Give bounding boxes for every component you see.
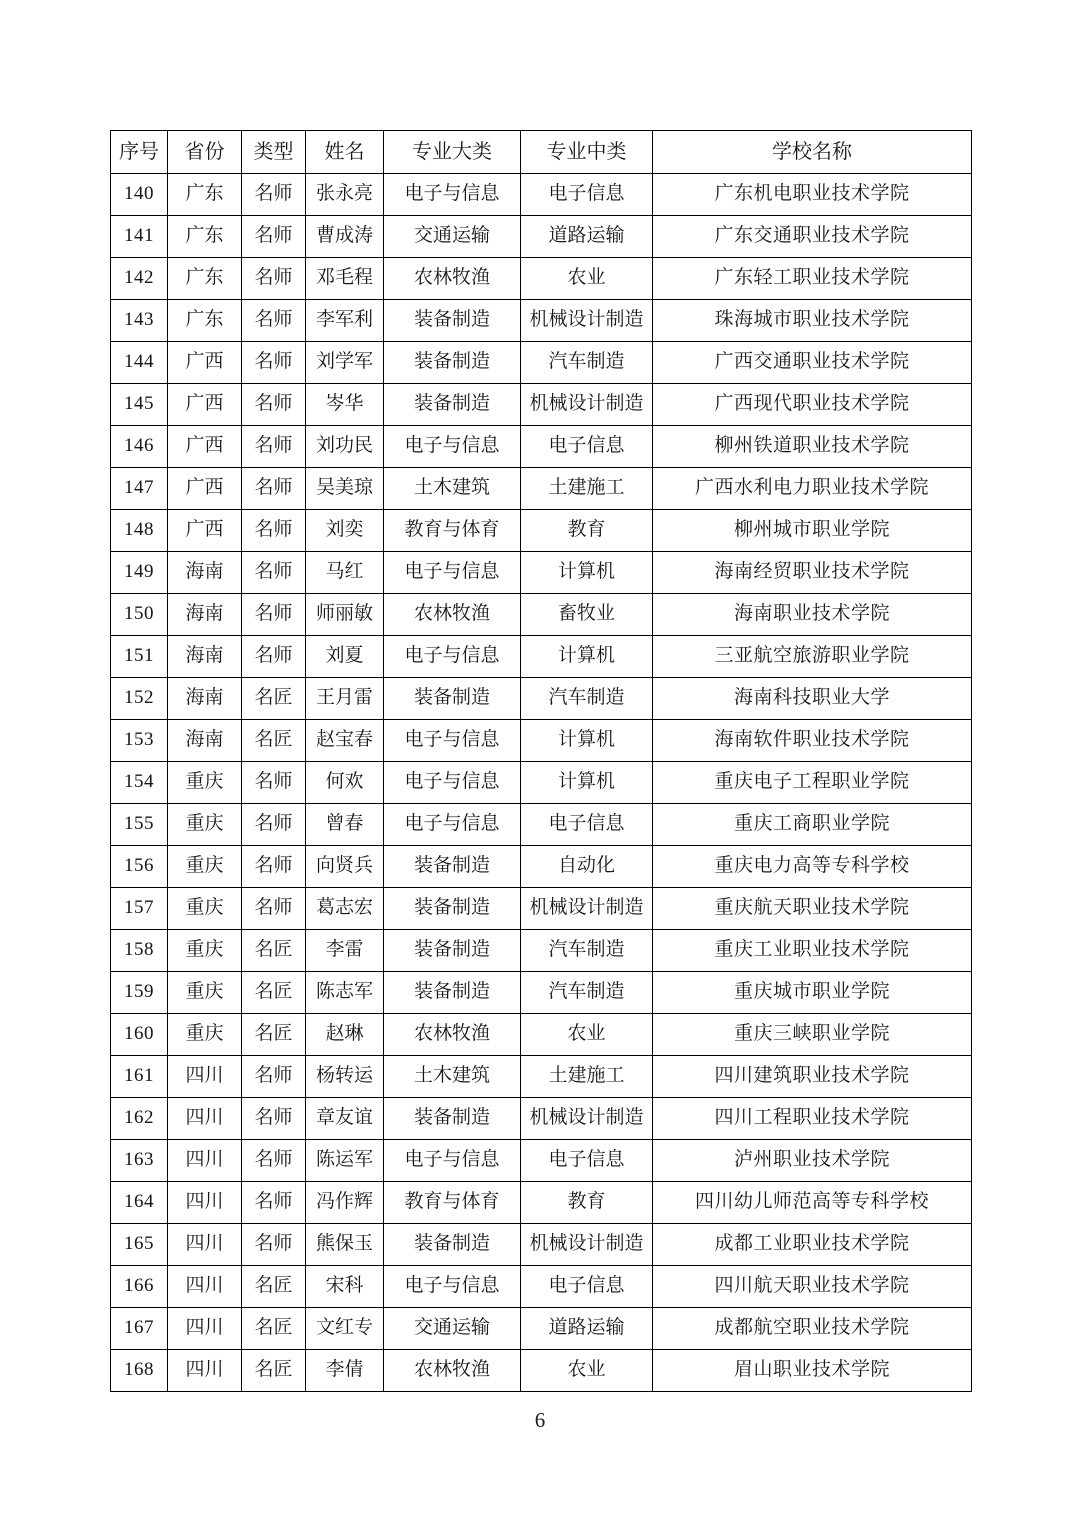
cell-type: 名师	[242, 258, 306, 300]
cell-name: 李雷	[306, 930, 384, 972]
cell-major-category: 电子与信息	[384, 1266, 521, 1308]
cell-seq: 160	[111, 1014, 168, 1056]
cell-sub-category: 畜牧业	[521, 594, 653, 636]
cell-name: 张永亮	[306, 174, 384, 216]
cell-province: 海南	[168, 678, 242, 720]
cell-sub-category: 道路运输	[521, 216, 653, 258]
table-row	[111, 1056, 972, 1098]
cell-province: 广东	[168, 174, 242, 216]
cell-seq: 144	[111, 342, 168, 384]
cell-seq: 165	[111, 1224, 168, 1266]
cell-sub-category: 电子信息	[521, 804, 653, 846]
cell-school: 重庆城市职业学院	[653, 972, 972, 1014]
cell-type: 名师	[242, 888, 306, 930]
cell-sub-category: 汽车制造	[521, 678, 653, 720]
cell-name: 陈运军	[306, 1140, 384, 1182]
cell-province: 广东	[168, 300, 242, 342]
cell-school: 眉山职业技术学院	[653, 1350, 972, 1392]
cell-name: 刘功民	[306, 426, 384, 468]
cell-seq: 158	[111, 930, 168, 972]
cell-province: 海南	[168, 636, 242, 678]
cell-sub-category: 机械设计制造	[521, 1224, 653, 1266]
cell-province: 四川	[168, 1182, 242, 1224]
cell-province: 四川	[168, 1266, 242, 1308]
table-row	[111, 678, 972, 720]
cell-sub-category: 电子信息	[521, 1140, 653, 1182]
cell-name: 王月雷	[306, 678, 384, 720]
cell-type: 名匠	[242, 1014, 306, 1056]
table-row	[111, 972, 972, 1014]
cell-type: 名匠	[242, 1266, 306, 1308]
cell-province: 广西	[168, 510, 242, 552]
cell-type: 名师	[242, 846, 306, 888]
cell-school: 重庆工业职业技术学院	[653, 930, 972, 972]
page-number: 6	[534, 1408, 546, 1432]
cell-province: 重庆	[168, 888, 242, 930]
cell-type: 名师	[242, 636, 306, 678]
table-row	[111, 1182, 972, 1224]
cell-major-category: 电子与信息	[384, 174, 521, 216]
cell-seq: 140	[111, 174, 168, 216]
cell-sub-category: 电子信息	[521, 174, 653, 216]
cell-name: 葛志宏	[306, 888, 384, 930]
table-row	[111, 300, 972, 342]
cell-sub-category: 机械设计制造	[521, 300, 653, 342]
cell-type: 名师	[242, 342, 306, 384]
column-header-province: 省份	[168, 131, 242, 174]
cell-name: 师丽敏	[306, 594, 384, 636]
table-row	[111, 888, 972, 930]
cell-seq: 153	[111, 720, 168, 762]
cell-province: 四川	[168, 1056, 242, 1098]
cell-school: 柳州铁道职业技术学院	[653, 426, 972, 468]
cell-type: 名师	[242, 510, 306, 552]
cell-province: 重庆	[168, 1014, 242, 1056]
cell-seq: 150	[111, 594, 168, 636]
cell-type: 名师	[242, 1224, 306, 1266]
cell-seq: 148	[111, 510, 168, 552]
cell-province: 广西	[168, 468, 242, 510]
cell-major-category: 装备制造	[384, 972, 521, 1014]
column-header-major-category: 专业大类	[384, 131, 521, 174]
cell-school: 重庆工商职业学院	[653, 804, 972, 846]
cell-sub-category: 计算机	[521, 720, 653, 762]
cell-major-category: 电子与信息	[384, 426, 521, 468]
cell-school: 海南科技职业大学	[653, 678, 972, 720]
cell-sub-category: 汽车制造	[521, 930, 653, 972]
table-row	[111, 1266, 972, 1308]
cell-sub-category: 计算机	[521, 762, 653, 804]
cell-type: 名师	[242, 1182, 306, 1224]
cell-school: 海南经贸职业技术学院	[653, 552, 972, 594]
column-header-type: 类型	[242, 131, 306, 174]
cell-school: 珠海城市职业技术学院	[653, 300, 972, 342]
cell-seq: 151	[111, 636, 168, 678]
cell-type: 名师	[242, 300, 306, 342]
cell-type: 名师	[242, 1098, 306, 1140]
cell-name: 陈志军	[306, 972, 384, 1014]
cell-name: 曹成涛	[306, 216, 384, 258]
cell-province: 重庆	[168, 972, 242, 1014]
cell-major-category: 土木建筑	[384, 468, 521, 510]
table-row	[111, 384, 972, 426]
cell-school: 四川幼儿师范高等专科学校	[653, 1182, 972, 1224]
table-row	[111, 468, 972, 510]
cell-type: 名匠	[242, 972, 306, 1014]
cell-major-category: 装备制造	[384, 930, 521, 972]
cell-major-category: 农林牧渔	[384, 258, 521, 300]
cell-sub-category: 汽车制造	[521, 342, 653, 384]
cell-major-category: 装备制造	[384, 300, 521, 342]
cell-major-category: 教育与体育	[384, 510, 521, 552]
roster-table-container	[110, 130, 971, 1392]
cell-sub-category: 土建施工	[521, 1056, 653, 1098]
cell-seq: 164	[111, 1182, 168, 1224]
cell-seq: 143	[111, 300, 168, 342]
cell-school: 重庆电力高等专科学校	[653, 846, 972, 888]
cell-name: 赵琳	[306, 1014, 384, 1056]
cell-province: 广西	[168, 426, 242, 468]
table-header	[111, 131, 972, 174]
cell-type: 名师	[242, 594, 306, 636]
cell-seq: 159	[111, 972, 168, 1014]
cell-name: 岑华	[306, 384, 384, 426]
table-row	[111, 174, 972, 216]
cell-seq: 167	[111, 1308, 168, 1350]
cell-major-category: 土木建筑	[384, 1056, 521, 1098]
table-row	[111, 1140, 972, 1182]
cell-seq: 161	[111, 1056, 168, 1098]
table-row	[111, 804, 972, 846]
cell-province: 重庆	[168, 930, 242, 972]
cell-sub-category: 教育	[521, 1182, 653, 1224]
cell-school: 海南软件职业技术学院	[653, 720, 972, 762]
cell-school: 成都航空职业技术学院	[653, 1308, 972, 1350]
cell-seq: 142	[111, 258, 168, 300]
cell-name: 邓毛程	[306, 258, 384, 300]
cell-major-category: 农林牧渔	[384, 594, 521, 636]
cell-type: 名匠	[242, 720, 306, 762]
cell-school: 成都工业职业技术学院	[653, 1224, 972, 1266]
cell-province: 海南	[168, 552, 242, 594]
cell-seq: 149	[111, 552, 168, 594]
cell-sub-category: 计算机	[521, 552, 653, 594]
cell-school: 重庆电子工程职业学院	[653, 762, 972, 804]
column-header-school: 学校名称	[653, 131, 972, 174]
table-row	[111, 594, 972, 636]
cell-seq: 141	[111, 216, 168, 258]
cell-seq: 162	[111, 1098, 168, 1140]
cell-province: 四川	[168, 1308, 242, 1350]
cell-school: 广东机电职业技术学院	[653, 174, 972, 216]
table-row	[111, 1224, 972, 1266]
cell-major-category: 装备制造	[384, 846, 521, 888]
cell-seq: 155	[111, 804, 168, 846]
cell-type: 名匠	[242, 1308, 306, 1350]
table-row	[111, 846, 972, 888]
cell-sub-category: 农业	[521, 1014, 653, 1056]
cell-sub-category: 机械设计制造	[521, 1098, 653, 1140]
column-header-seq: 序号	[111, 131, 168, 174]
cell-type: 名匠	[242, 678, 306, 720]
cell-province: 广西	[168, 384, 242, 426]
cell-seq: 157	[111, 888, 168, 930]
table-row	[111, 636, 972, 678]
cell-major-category: 电子与信息	[384, 762, 521, 804]
cell-type: 名师	[242, 1140, 306, 1182]
cell-sub-category: 汽车制造	[521, 972, 653, 1014]
table-row	[111, 552, 972, 594]
cell-type: 名师	[242, 174, 306, 216]
table-row	[111, 1098, 972, 1140]
cell-major-category: 电子与信息	[384, 636, 521, 678]
cell-school: 海南职业技术学院	[653, 594, 972, 636]
table-row	[111, 762, 972, 804]
cell-school: 三亚航空旅游职业学院	[653, 636, 972, 678]
cell-major-category: 装备制造	[384, 1224, 521, 1266]
cell-major-category: 装备制造	[384, 678, 521, 720]
cell-type: 名师	[242, 804, 306, 846]
cell-sub-category: 农业	[521, 258, 653, 300]
cell-province: 重庆	[168, 846, 242, 888]
cell-seq: 154	[111, 762, 168, 804]
cell-province: 重庆	[168, 762, 242, 804]
cell-name: 杨转运	[306, 1056, 384, 1098]
cell-province: 四川	[168, 1140, 242, 1182]
cell-seq: 147	[111, 468, 168, 510]
cell-major-category: 电子与信息	[384, 804, 521, 846]
cell-province: 广东	[168, 216, 242, 258]
cell-name: 刘学军	[306, 342, 384, 384]
cell-province: 海南	[168, 594, 242, 636]
cell-major-category: 农林牧渔	[384, 1014, 521, 1056]
cell-name: 赵宝春	[306, 720, 384, 762]
cell-name: 刘夏	[306, 636, 384, 678]
cell-sub-category: 教育	[521, 510, 653, 552]
cell-seq: 163	[111, 1140, 168, 1182]
cell-school: 广西交通职业技术学院	[653, 342, 972, 384]
cell-province: 广东	[168, 258, 242, 300]
cell-major-category: 电子与信息	[384, 720, 521, 762]
cell-sub-category: 自动化	[521, 846, 653, 888]
cell-type: 名匠	[242, 930, 306, 972]
cell-major-category: 教育与体育	[384, 1182, 521, 1224]
cell-seq: 145	[111, 384, 168, 426]
table-row	[111, 510, 972, 552]
cell-type: 名师	[242, 426, 306, 468]
cell-school: 广西水利电力职业技术学院	[653, 468, 972, 510]
cell-school: 四川航天职业技术学院	[653, 1266, 972, 1308]
cell-school: 重庆航天职业技术学院	[653, 888, 972, 930]
cell-name: 李倩	[306, 1350, 384, 1392]
cell-sub-category: 机械设计制造	[521, 888, 653, 930]
cell-sub-category: 农业	[521, 1350, 653, 1392]
cell-school: 四川建筑职业技术学院	[653, 1056, 972, 1098]
cell-type: 名匠	[242, 1350, 306, 1392]
cell-name: 曾春	[306, 804, 384, 846]
cell-major-category: 装备制造	[384, 384, 521, 426]
cell-province: 广西	[168, 342, 242, 384]
cell-seq: 168	[111, 1350, 168, 1392]
cell-major-category: 交通运输	[384, 1308, 521, 1350]
cell-name: 吴美琼	[306, 468, 384, 510]
cell-province: 海南	[168, 720, 242, 762]
cell-seq: 152	[111, 678, 168, 720]
cell-major-category: 电子与信息	[384, 552, 521, 594]
cell-type: 名师	[242, 468, 306, 510]
cell-type: 名师	[242, 1056, 306, 1098]
column-header-name: 姓名	[306, 131, 384, 174]
cell-province: 重庆	[168, 804, 242, 846]
cell-school: 广东交通职业技术学院	[653, 216, 972, 258]
table-row	[111, 1350, 972, 1392]
cell-sub-category: 计算机	[521, 636, 653, 678]
table-row	[111, 342, 972, 384]
table-row	[111, 216, 972, 258]
cell-province: 四川	[168, 1098, 242, 1140]
cell-name: 宋科	[306, 1266, 384, 1308]
cell-name: 马红	[306, 552, 384, 594]
cell-name: 刘奕	[306, 510, 384, 552]
roster-table	[110, 130, 972, 1392]
cell-name: 冯作辉	[306, 1182, 384, 1224]
table-body	[111, 174, 972, 1392]
table-row	[111, 1308, 972, 1350]
table-row	[111, 1014, 972, 1056]
cell-major-category: 装备制造	[384, 342, 521, 384]
cell-province: 四川	[168, 1350, 242, 1392]
cell-sub-category: 机械设计制造	[521, 384, 653, 426]
cell-name: 何欢	[306, 762, 384, 804]
table-row	[111, 720, 972, 762]
cell-name: 章友谊	[306, 1098, 384, 1140]
cell-sub-category: 土建施工	[521, 468, 653, 510]
cell-school: 重庆三峡职业学院	[653, 1014, 972, 1056]
cell-school: 广西现代职业技术学院	[653, 384, 972, 426]
cell-school: 四川工程职业技术学院	[653, 1098, 972, 1140]
cell-province: 四川	[168, 1224, 242, 1266]
cell-school: 广东轻工职业技术学院	[653, 258, 972, 300]
cell-name: 向贤兵	[306, 846, 384, 888]
cell-seq: 146	[111, 426, 168, 468]
cell-name: 李军利	[306, 300, 384, 342]
table-row	[111, 258, 972, 300]
cell-type: 名师	[242, 552, 306, 594]
cell-type: 名师	[242, 384, 306, 426]
cell-type: 名师	[242, 216, 306, 258]
column-header-sub-category: 专业中类	[521, 131, 653, 174]
cell-name: 熊保玉	[306, 1224, 384, 1266]
cell-sub-category: 电子信息	[521, 1266, 653, 1308]
cell-seq: 156	[111, 846, 168, 888]
cell-type: 名师	[242, 762, 306, 804]
cell-major-category: 电子与信息	[384, 1140, 521, 1182]
cell-sub-category: 电子信息	[521, 426, 653, 468]
cell-major-category: 农林牧渔	[384, 1350, 521, 1392]
cell-school: 柳州城市职业学院	[653, 510, 972, 552]
cell-name: 文红专	[306, 1308, 384, 1350]
table-row	[111, 426, 972, 468]
cell-seq: 166	[111, 1266, 168, 1308]
cell-sub-category: 道路运输	[521, 1308, 653, 1350]
cell-school: 泸州职业技术学院	[653, 1140, 972, 1182]
table-header-row	[111, 131, 972, 174]
cell-major-category: 装备制造	[384, 1098, 521, 1140]
cell-major-category: 装备制造	[384, 888, 521, 930]
table-row	[111, 930, 972, 972]
cell-major-category: 交通运输	[384, 216, 521, 258]
